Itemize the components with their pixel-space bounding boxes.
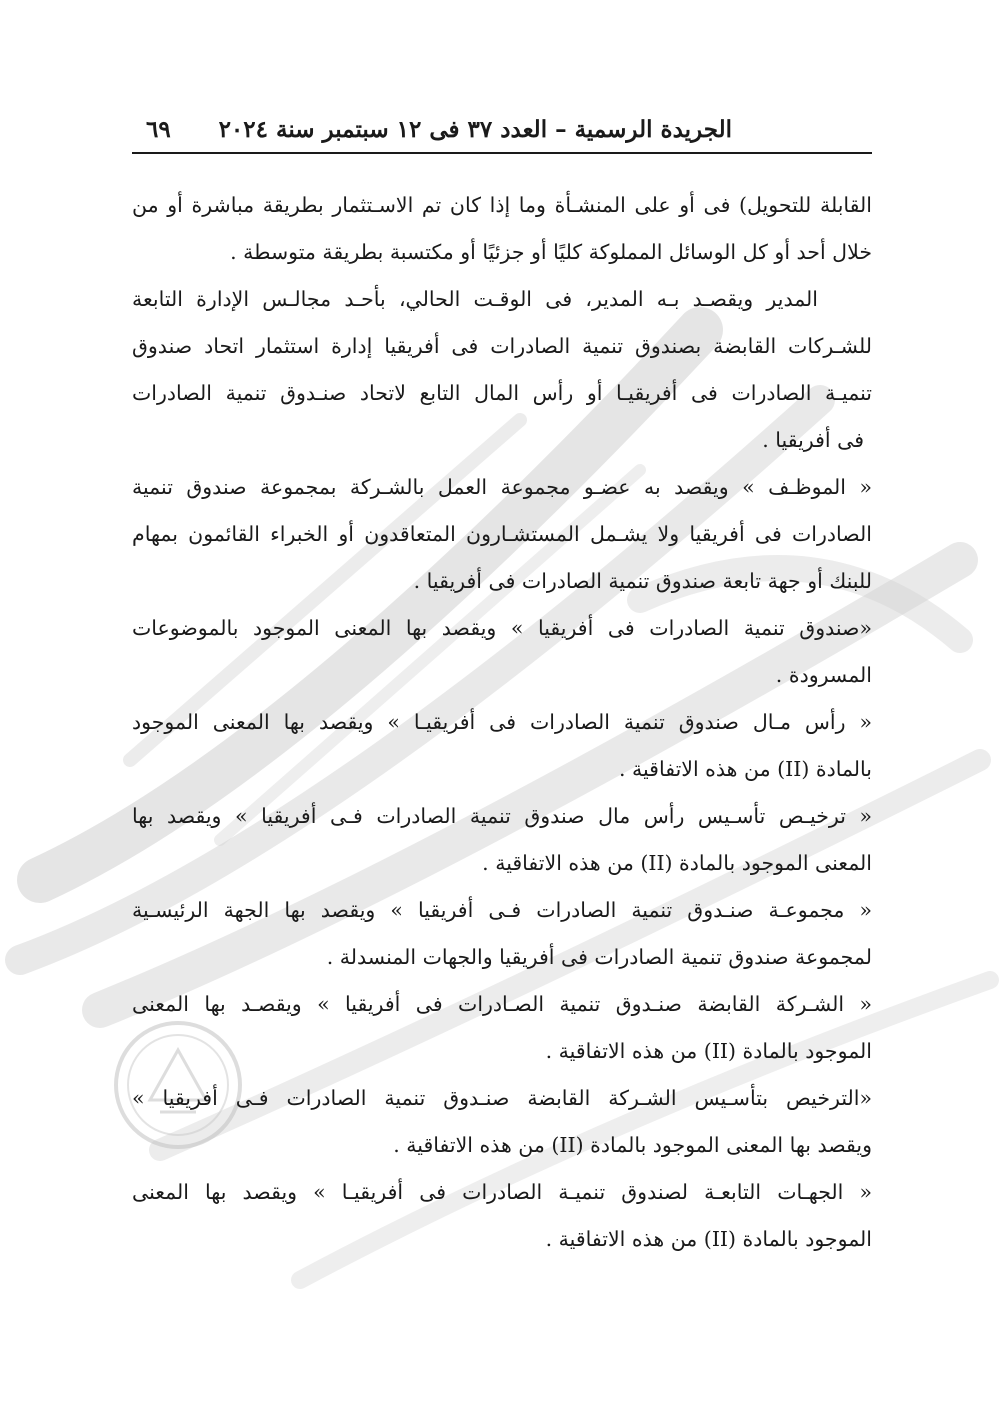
header-title: الجريدة الرسمية – العدد ٣٧ فى ١٢ سبتمبر سنة ٢٠٢٤: [218, 116, 732, 143]
text-line: « الشـركة القابضة صنـدوق تنمية الصـادرات فى أفريقيا » ويقصـد بها المعنى: [132, 992, 872, 1016]
paragraph: [132, 276, 872, 464]
text-line: القابلة للتحويل) فى أو على المنشـأة وما إذا كان تم الاسـتثمار بطريقة مباشرة أو من: [132, 193, 872, 217]
paragraph: [132, 464, 872, 605]
text-line: « رأس مـال صندوق تنمية الصادرات فى أفريقيـا » ويقصد بها المعنى الموجود: [132, 710, 872, 734]
paragraph: [132, 1075, 872, 1169]
text-line: بالمادة (II) من هذه الاتفاقية .: [618, 757, 872, 781]
paragraph: [132, 887, 872, 981]
text-line: خلال أحد أو كل الوسائل المملوكة كليًا أو جزئيًا أو مكتسبة بطريقة متوسطة .: [230, 240, 872, 264]
paragraph: [132, 699, 872, 793]
text-line: « مجموعـة صنـدوق تنمية الصادرات فـى أفريقيا » ويقصد بها الجهة الرئيسـية: [132, 898, 872, 922]
text-line: «الترخيص بتأسـيس الشـركة القابضة صنـدوق تنمية الصادرات فـى أفريقيا »: [132, 1086, 872, 1110]
page-number: ٦٩: [146, 116, 171, 143]
text-line: لمجموعة صندوق تنمية الصادرات فى أفريقيا والجهات المنسدلة .: [326, 945, 872, 969]
text-line: « الجهـات التابعـة لصندوق تنميـة الصادرات فى أفريقيـا » ويقصد بها المعنى: [132, 1180, 872, 1204]
text-line: المعنى الموجود بالمادة (II) من هذه الاتفاقية .: [482, 851, 872, 875]
page: [132, 112, 872, 1263]
paragraph: [132, 182, 872, 276]
text-line: المدير ويقصـد بـه المدير، فى الوقـت الحالي، بأحـد مجالـس الإدارة التابعة: [132, 287, 818, 311]
text-line: الصادرات فى أفريقيا ولا يشـمل المستشـارون المتعاقدون أو الخبراء القائمون بمهام: [132, 522, 872, 546]
paragraph: [132, 1169, 872, 1263]
document-body: [132, 154, 872, 1263]
text-line: للشـركات القابضة بصندوق تنمية الصادرات فى أفريقيا إدارة استثمار اتحاد صندوق: [132, 334, 872, 358]
paragraph: [132, 981, 872, 1075]
paragraph: [132, 793, 872, 887]
page-header: [132, 112, 872, 154]
text-line: الموجود بالمادة (II) من هذه الاتفاقية .: [545, 1039, 872, 1063]
paragraph: [132, 605, 872, 699]
text-line: «صندوق تنمية الصادرات فى أفريقيا » ويقصد بها المعنى الموجود بالموضوعات: [132, 616, 872, 640]
text-line: « ترخيـص تأسـيس رأس مال صندوق تنمية الصادرات فـى أفريقيا » ويقصد بها: [132, 804, 872, 828]
text-line: تنميـة الصادرات فى أفريقيـا أو رأس المال التابع لاتحاد صنـدوق تنمية الصادرات: [132, 381, 872, 405]
text-line: « الموظـف » ويقصد به عضـو مجموعة العمل بالشـركة بمجموعة صندوق تنمية: [132, 475, 872, 499]
text-line: ويقصد بها المعنى الموجود بالمادة (II) من هذه الاتفاقية .: [393, 1133, 872, 1157]
text-line: فى أفريقيا .: [762, 428, 864, 452]
text-line: للبنك أو جهة تابعة صندوق تنمية الصادرات فى أفريقيا .: [413, 569, 872, 593]
text-line: المسرودة .: [775, 663, 872, 687]
text-line: الموجود بالمادة (II) من هذه الاتفاقية .: [545, 1227, 872, 1251]
